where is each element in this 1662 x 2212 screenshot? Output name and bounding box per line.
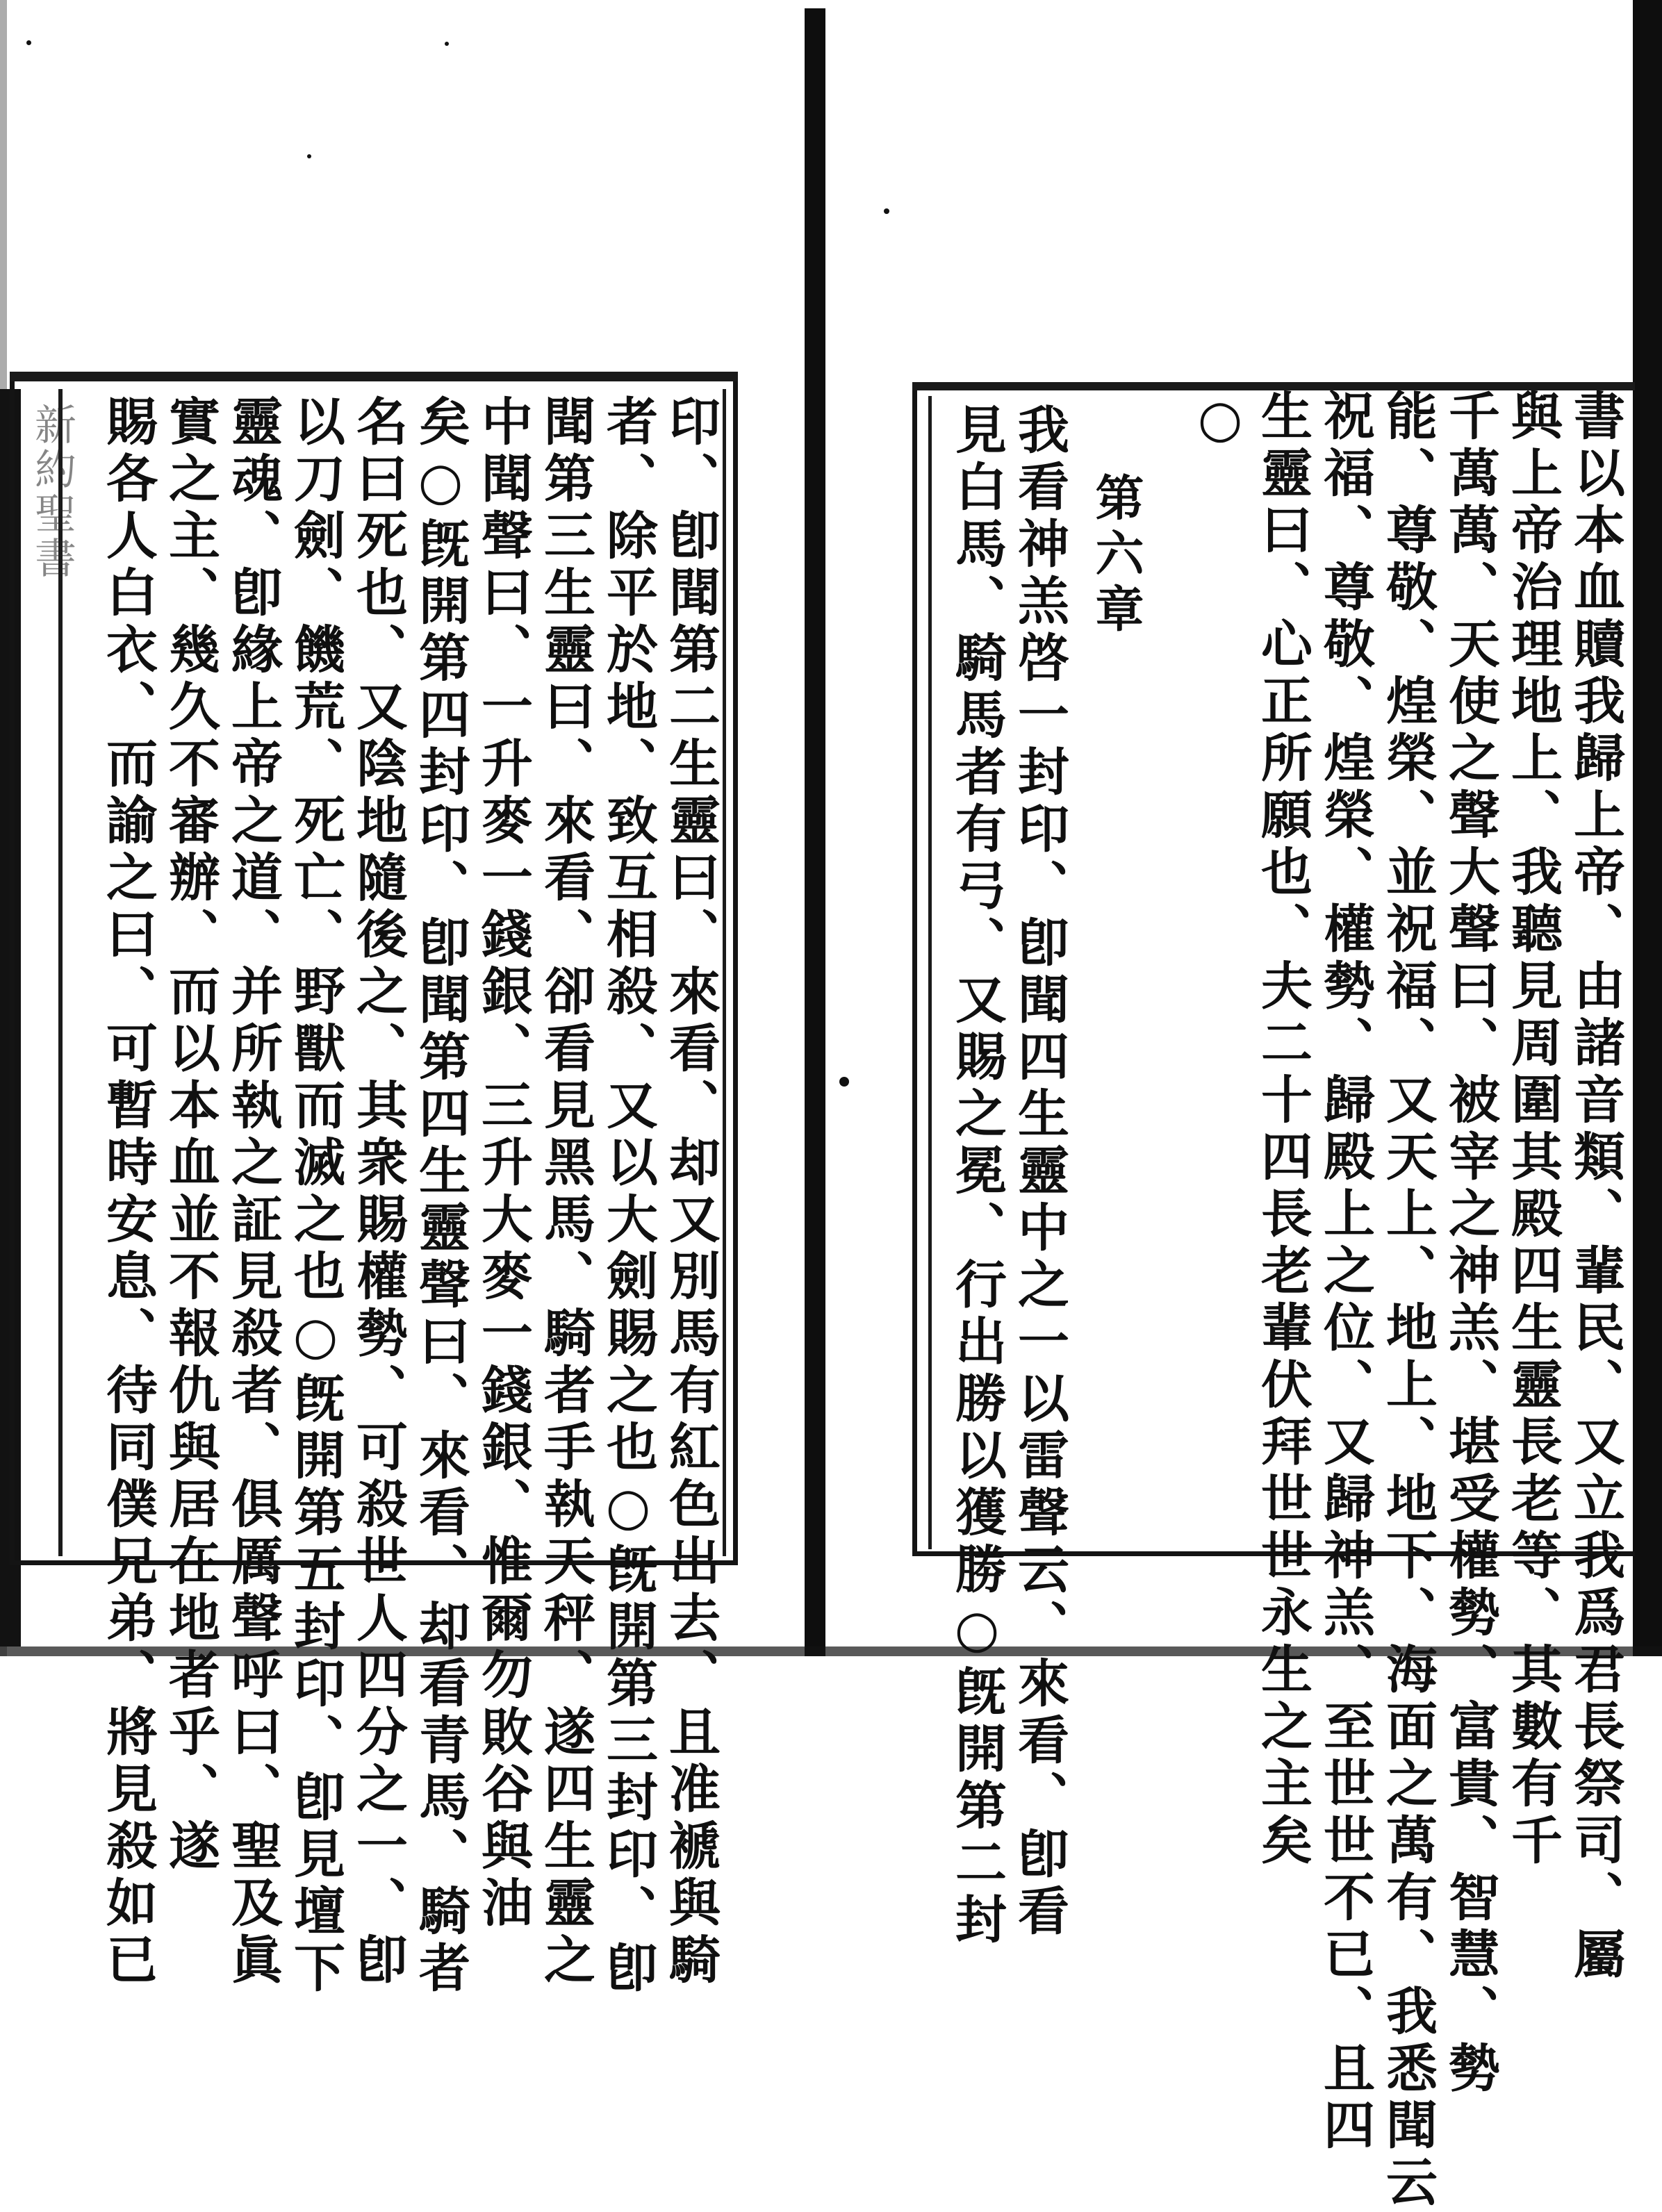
- left-col-10: 賜各人白衣、而諭之曰、可暫時安息、待同僕兄弟、將見殺如已: [98, 395, 158, 1990]
- left-page: [0, 0, 805, 1998]
- left-top-border: [10, 372, 738, 381]
- right-col-10: 見白馬、騎馬者有弓、又賜之冕、行出勝以獲勝○旣開第二封: [947, 403, 1007, 1949]
- right-col-5: 祝福、尊敬、煌榮、權勢、歸殿上之位、又歸神羔、至世世不已、且四: [1315, 389, 1375, 2155]
- scan-speck: [445, 42, 449, 46]
- left-col-1: 印、卽聞第二生靈曰、來看、却又別馬有紅色出去、且准褫與騎: [661, 395, 721, 1990]
- scan-speck: [26, 40, 31, 45]
- left-running-header: 新約聖書: [28, 403, 76, 581]
- right-inner-rule: [928, 396, 932, 1549]
- left-col-2: 者、除平於地、致互相殺、又以大劍賜之也○旣開第三封印、卽: [598, 395, 658, 1998]
- scan-speck: [307, 154, 311, 158]
- right-col-9: 我看神羔啓一封印、卽聞四生靈中之一以雷聲云、來看、卽看: [1010, 403, 1069, 1941]
- scan-speck: [839, 1077, 849, 1087]
- center-gutter: [805, 8, 825, 1656]
- right-page: [825, 0, 1633, 2212]
- right-col-4: 能、尊敬、煌榮、並祝福、又天上、地上、地下、海面之萬有、我悉聞云: [1378, 389, 1438, 2212]
- left-col-4: 中聞聲曰、一升麥一錢銀、三升大麥一錢銀、惟爾勿敗谷與油: [473, 395, 533, 1933]
- right-col-7-circle: ○: [1190, 389, 1250, 454]
- left-col-3: 聞第三生靈曰、來看、卻看見黑馬、騎者手執天秤、遂四生靈之: [536, 395, 595, 1990]
- left-col-5: 矣○旣開第四封印、卽聞第四生靈聲曰、來看、却看青馬、騎者: [411, 395, 470, 1998]
- right-scan-edge: [1633, 0, 1662, 1656]
- left-col-7: 以刀劍、饑荒、死亡、野獸而滅之也○旣開第五封印、卽見壇下: [286, 395, 345, 1998]
- chapter-heading: 第六章: [1087, 472, 1145, 639]
- scan-speck: [884, 208, 889, 214]
- right-col-1: 書以本血贖我歸上帝、由諸音類、輩民、又立我爲君長祭司、屬: [1565, 389, 1625, 1984]
- right-col-2: 與上帝治理地上、我聽見周圍其殿四生靈長老等、其數有千: [1503, 389, 1563, 1870]
- left-inner-rule: [723, 389, 726, 1556]
- right-col-3: 千萬萬、天使之聲大聲曰、被宰之神羔、堪受權勢、富貴、智慧、勢: [1440, 389, 1500, 2098]
- right-col-6: 生靈曰、心正所願也、夫二十四長老輩伏拜世世永生之主矣: [1253, 389, 1313, 1870]
- left-col-6: 名曰死也、又陰地隨後之、其衆賜權勢、可殺世人四分之一、卽: [348, 395, 408, 1990]
- left-col-9: 實之主、幾久不審辦、而以本血並不報仇與居在地者乎、遂: [161, 395, 220, 1876]
- left-col-8: 靈魂、卽緣上帝之道、并所執之証見殺者、俱厲聲呼曰、聖及眞: [223, 395, 283, 1990]
